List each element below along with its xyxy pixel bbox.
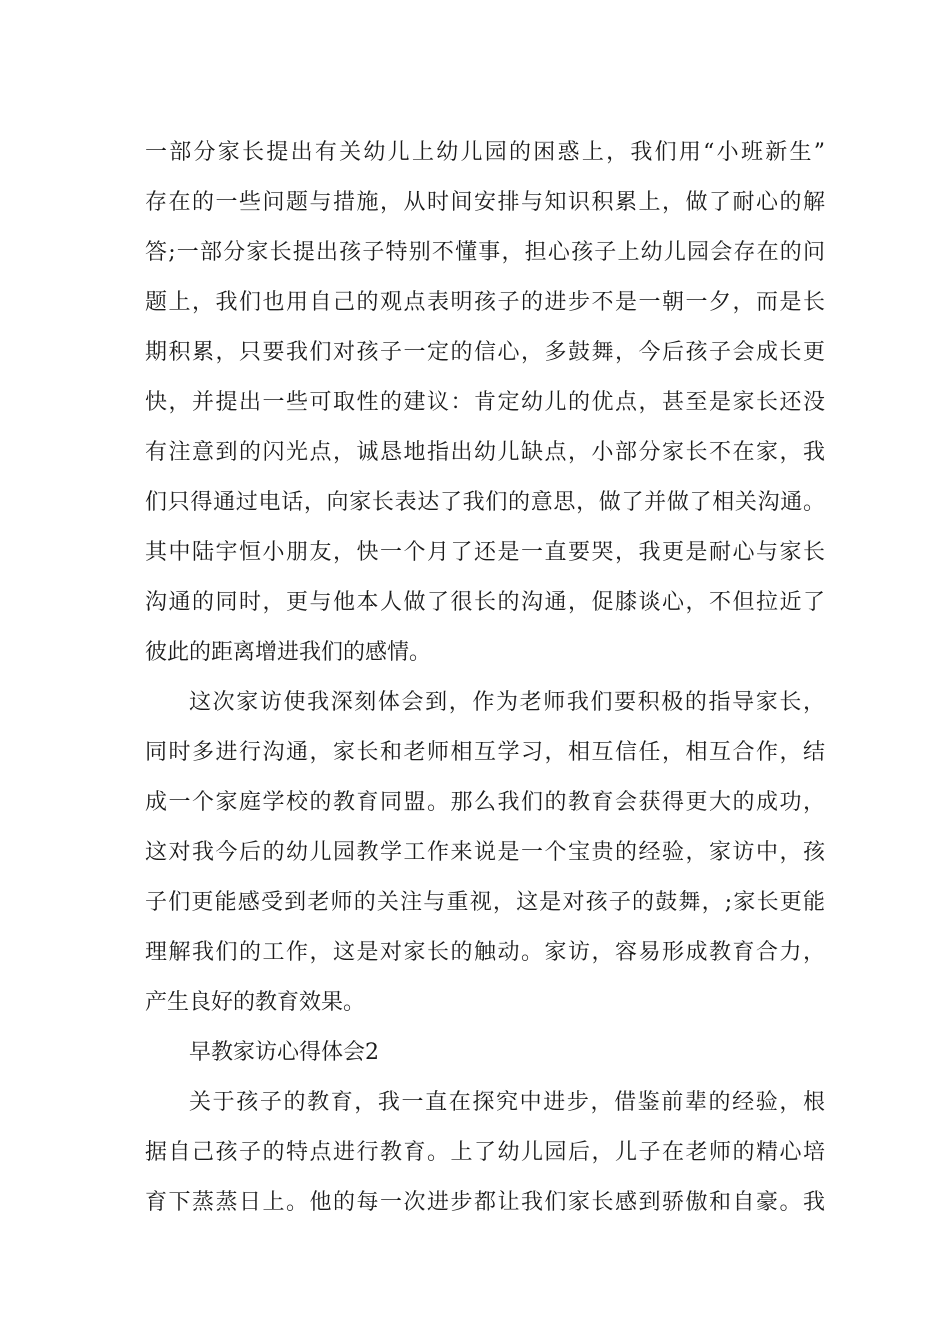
text-line: 子们更能感受到老师的关注与重视，这是对孩子的鼓舞，;家长更能 [145, 890, 825, 915]
paragraph-start-line: 这次家访使我深刻体会到，作为老师我们要积极的指导家长， [189, 690, 825, 715]
text-line: 们只得通过电话，向家长表达了我们的意思，做了并做了相关沟通。 [145, 490, 825, 515]
text-line: 据自己孩子的特点进行教育。上了幼儿园后，儿子在老师的精心培 [145, 1140, 825, 1165]
text-line: 这对我今后的幼儿园教学工作来说是一个宝贵的经验，家访中，孩 [145, 840, 825, 865]
text-line: 期积累，只要我们对孩子一定的信心，多鼓舞，今后孩子会成长更 [145, 340, 825, 365]
text-line: 答;一部分家长提出孩子特别不懂事，担心孩子上幼儿园会存在的问 [145, 240, 825, 265]
text-line: 题上，我们也用自己的观点表明孩子的进步不是一朝一夕，而是长 [145, 290, 825, 315]
section-heading: 早教家访心得体会2 [189, 1040, 379, 1065]
text-line: 沟通的同时，更与他本人做了很长的沟通，促膝谈心，不但拉近了 [145, 590, 825, 615]
text-line: 快，并提出一些可取性的建议：肯定幼儿的优点，甚至是家长还没 [145, 390, 825, 415]
body-text [145, 128, 825, 1228]
text-line: 一部分家长提出有关幼儿上幼儿园的困惑上，我们用“小班新生” [145, 140, 825, 165]
text-line: 育下蒸蒸日上。他的每一次进步都让我们家长感到骄傲和自豪。我 [145, 1190, 825, 1215]
text-line: 有注意到的闪光点，诚恳地指出幼儿缺点，小部分家长不在家，我 [145, 440, 825, 465]
text-line: 其中陆宇恒小朋友，快一个月了还是一直要哭，我更是耐心与家长 [145, 540, 825, 565]
text-line: 理解我们的工作，这是对家长的触动。家访，容易形成教育合力， [145, 940, 825, 965]
text-line: 产生良好的教育效果。 [145, 990, 366, 1015]
text-line: 成一个家庭学校的教育同盟。那么我们的教育会获得更大的成功， [145, 790, 825, 815]
text-line: 存在的一些问题与措施，从时间安排与知识积累上，做了耐心的解 [145, 190, 825, 215]
paragraph-start-line: 关于孩子的教育，我一直在探究中进步，借鉴前辈的经验，根 [189, 1090, 825, 1115]
text-line: 彼此的距离增进我们的感情。 [145, 640, 432, 665]
text-line: 同时多进行沟通，家长和老师相互学习，相互信任，相互合作，结 [145, 740, 825, 765]
